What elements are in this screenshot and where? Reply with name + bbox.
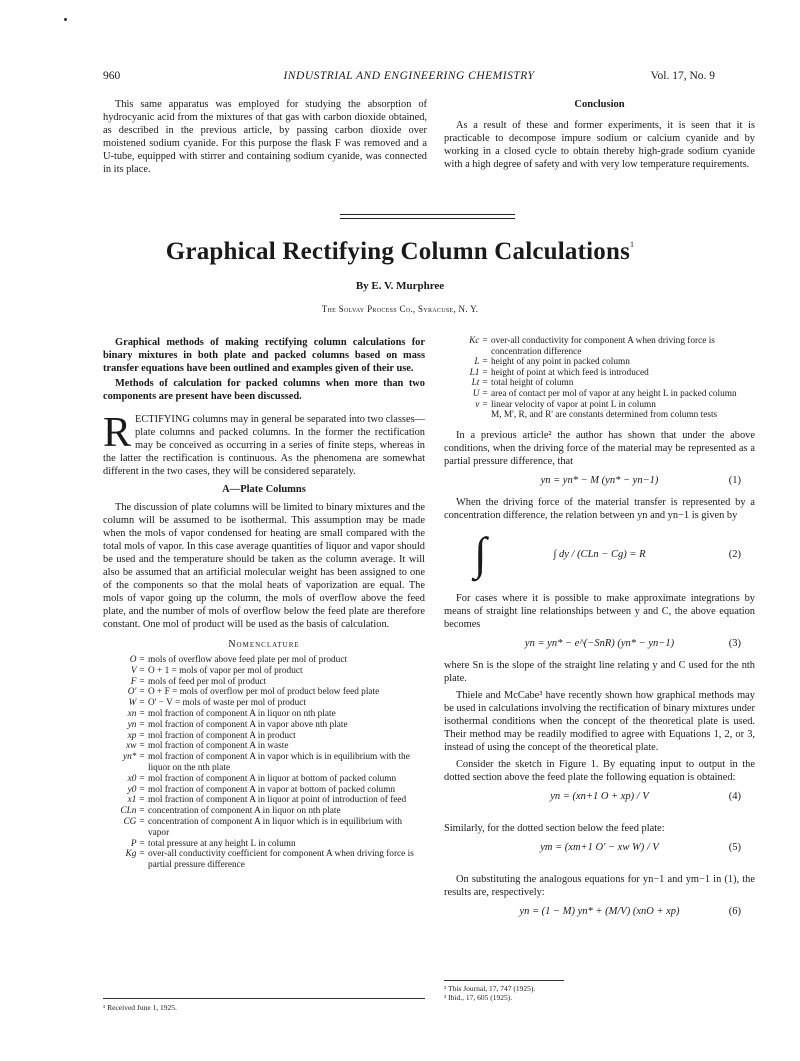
nomenclature-definition: over-all conductivity coefficient for component A when driving force is partial pressure difference xyxy=(148,849,414,871)
footnote-rule xyxy=(444,980,564,981)
nomenclature-definition: mol fraction of component A in product xyxy=(148,730,296,741)
nomenclature-row xyxy=(103,817,425,839)
symbol-def-symbol: U = xyxy=(472,388,488,399)
nomenclature-list xyxy=(103,655,425,871)
equation-4-number: (4) xyxy=(728,790,741,802)
nomenclature-row xyxy=(103,785,425,796)
symbol-def-definition: M, M', R, and R' are constants determined from column tests xyxy=(491,410,718,421)
plate-columns-paragraph: The discussion of plate columns will be limited to binary mixtures and the column will be assumed to be isothermal. This assumption may be made when the mols of vapor condensed for heating are small compared with the total mols of vapor. In this case average quantities of liquor and vapor should be used and the temperature should be taken as the column average. It will also be assumed that an artificial molecular weight has been assigned to one of the components so that the molal heats of vaporization are equal. The mols of vapor going up the column, the mols of overflow above the feed plate, and the number of mols of overflow below the feed plate are therefore constant. One mol of product will be used as the basis of calculation. xyxy=(103,502,425,630)
nomenclature-definition: mol fraction of component A in waste xyxy=(148,741,289,752)
right-text xyxy=(444,429,755,931)
nomenclature-symbol: W = xyxy=(128,698,145,709)
conclusion-heading: Conclusion xyxy=(574,99,625,110)
symbol-def-definition: over-all conductivity for component A when driving force is concentration difference xyxy=(491,336,715,357)
nomenclature-definition: mol fraction of component A in liquor at bottom of packed column xyxy=(148,773,397,784)
nomenclature-definition: mol fraction of component A in vapor which is in equilibrium with the liquor on the nth plate xyxy=(148,752,410,773)
scan-speck xyxy=(64,18,67,21)
nomenclature-definition: mol fraction of component A in vapor at bottom of packed column xyxy=(148,784,396,795)
right-p8: On substituting the analogous equations for yn−1 and ym−1 in (1), the results are, respectively: xyxy=(444,873,755,898)
nomenclature-symbol: xn = xyxy=(127,708,145,719)
right-p2: When the driving force of the material transfer is represented by a concentration difference, the relation between yn and yn−1 is given by xyxy=(444,496,755,521)
equation-5-number: (5) xyxy=(728,841,741,853)
nomenclature-row xyxy=(103,752,425,774)
section-heading-plate-columns: A—Plate Columns xyxy=(222,484,306,495)
nomenclature-symbol: O' = xyxy=(127,687,145,698)
equation-3 xyxy=(444,637,755,653)
title-footnote-mark: 1 xyxy=(630,240,635,249)
nomenclature-definition: mol fraction of component A in liquor at point of introduction of feed xyxy=(148,795,407,806)
footnote-3: ³ Ibid., 17, 605 (1925). xyxy=(444,993,513,1002)
volume-issue: Vol. 17, No. 9 xyxy=(650,70,715,82)
nomenclature-row xyxy=(103,849,425,871)
equation-2-text: ∫ dy / (CLn − Cg) = R xyxy=(553,548,646,560)
symbol-def-symbol: Lt = xyxy=(471,378,488,389)
symbol-def-row xyxy=(444,389,755,400)
journal-name: INDUSTRIAL AND ENGINEERING CHEMISTRY xyxy=(283,70,535,82)
nomenclature-row xyxy=(103,839,425,850)
nomenclature-symbol: Kg = xyxy=(125,849,145,860)
right-p6: Consider the sketch in Figure 1. By equating input to output in the dotted section above the feed plate the following equation is obtained: xyxy=(444,758,755,783)
equation-6 xyxy=(444,905,755,931)
abstract-p2: Methods of calculation for packed columns when more than two components are present have been discussed. xyxy=(103,378,425,402)
abstract xyxy=(103,336,425,403)
nomenclature-row xyxy=(103,655,425,666)
symbol-def-row xyxy=(444,400,755,411)
running-header xyxy=(103,70,715,86)
nomenclature-symbol: yn = xyxy=(127,719,145,730)
symbol-def-definition: area of contact per mol of vapor at any height L in packed column xyxy=(491,388,737,399)
nomenclature-definition: O + 1 = mols of vapor per mol of product xyxy=(148,665,303,676)
right-p7: Similarly, for the dotted section below the feed plate: xyxy=(444,822,665,834)
integral-sign: ∫ xyxy=(474,527,487,579)
plate-columns-text xyxy=(103,501,425,631)
nomenclature-definition: mol fraction of component A in vapor above nth plate xyxy=(148,719,348,730)
drop-cap: R xyxy=(103,410,132,456)
nomenclature-row xyxy=(103,806,425,817)
nomenclature-row xyxy=(103,731,425,742)
nomenclature-symbol: yn* = xyxy=(122,752,145,763)
nomenclature-definition: concentration of component A in liquor which is in equilibrium with vapor xyxy=(148,816,403,838)
equation-6-number: (6) xyxy=(728,905,741,917)
page-number: 960 xyxy=(103,70,121,82)
author-byline: By E. V. Murphree xyxy=(355,280,445,292)
nomenclature-definition: mol fraction of component A in liquor on nth plate xyxy=(148,708,336,719)
nomenclature-row xyxy=(103,698,425,709)
symbol-def-row xyxy=(444,357,755,368)
nomenclature-heading: Nomenclature xyxy=(228,639,300,650)
equation-1 xyxy=(444,474,755,490)
article-title xyxy=(0,238,800,266)
nomenclature-definition: mols of feed per mol of product xyxy=(148,676,267,687)
right-p5: Thiele and McCabe³ have recently shown how graphical methods may be used in calculations involving the rectification of binary mixtures under isothermal conditions when the concept of the theoretical plate is used. Their method may be readily modified to agree with Equations 1, 2, or 3, instead of using the concept of the theoretical plate. xyxy=(444,689,755,753)
footnotes-right xyxy=(444,980,755,1002)
nomenclature-symbol: x1 = xyxy=(127,795,145,806)
nomenclature-symbol: CG = xyxy=(123,816,145,827)
symbol-def-definition: height of point at which feed is introduced xyxy=(491,367,649,378)
right-column xyxy=(444,336,755,937)
symbol-def-symbol xyxy=(444,410,491,421)
footnote-2: ² This Journal, 17, 747 (1925). xyxy=(444,984,536,993)
symbol-def-definition: total height of column xyxy=(491,378,574,389)
nomenclature-symbol: O = xyxy=(129,655,145,665)
symbol-def-row xyxy=(444,410,755,421)
nomenclature-row xyxy=(103,666,425,677)
nomenclature-row xyxy=(103,677,425,688)
left-column xyxy=(103,336,425,871)
intro-text: ECTIFYING columns may in general be separated into two classes—plate columns and packed columns. In the former the rectification may be conceived as occurring in a series of finite steps, whereas in the latter the rectification is continuous. As the phenomena are somewhat different in the two cases, they will be considered separately. xyxy=(103,414,426,477)
symbol-def-symbol: L = xyxy=(474,357,488,368)
article-title-text: Graphical Rectifying Column Calculations xyxy=(165,238,631,265)
equation-1-text: yn = yn* − M (yn* − yn−1) xyxy=(540,474,659,486)
symbol-def-symbol: v = xyxy=(475,399,488,410)
nomenclature-row xyxy=(103,709,425,720)
equation-4-text: yn = (xn+1 O + xp) / V xyxy=(550,790,649,802)
apparatus-paragraph: This same apparatus was employed for studying the absorption of hydrocyanic acid from the mixtures of that gas with carbon dioxide obtained, as described in the previous article, by passing carbon dioxide over moistened sodium cyanide. For this purpose the flask F was removed and a U-tube, equipped with stirrer and containing sodium cyanide, was connected in its place. xyxy=(103,99,427,175)
conclusion-section xyxy=(444,98,755,175)
equation-3-text: yn = yn* − e^(−SnR) (yn* − yn−1) xyxy=(524,637,675,649)
affiliation: The Solvay Process Co., Syracuse, N. Y. xyxy=(321,304,479,314)
nomenclature-definition: O + F = mols of overflow per mol of product below feed plate xyxy=(148,687,380,698)
nomenclature-symbol: F = xyxy=(130,676,145,687)
separator-rule-bottom xyxy=(340,218,515,219)
symbol-def-row xyxy=(444,336,755,357)
nomenclature-row xyxy=(103,720,425,731)
symbol-def-definition: linear velocity of vapor at point L in column xyxy=(491,399,656,410)
equation-3-number: (3) xyxy=(728,637,741,649)
symbol-def-row xyxy=(444,368,755,379)
symbol-definitions xyxy=(444,336,755,421)
conclusion-text: As a result of these and former experiments, it is seen that it is practicable to decompose impure sodium or calcium cyanide and by working in a closed cycle to obtain thereby high-grade sodium cyanide with a high degree of safety and with very low temperature requirements. xyxy=(444,120,755,170)
equation-6-text: yn = (1 − M) yn* + (M/V) (xnO + xp) xyxy=(519,905,680,917)
top-left-column xyxy=(103,98,427,180)
nomenclature-definition: O' − V = mols of waste per mol of product xyxy=(148,698,306,709)
nomenclature-symbol: xp = xyxy=(127,730,145,741)
nomenclature-definition: total pressure at any height L in column xyxy=(148,838,296,849)
nomenclature-symbol: xw = xyxy=(126,741,145,752)
nomenclature-row xyxy=(103,795,425,806)
footnote-1: ¹ Received June 1, 1925. xyxy=(103,1003,177,1012)
abstract-p1: Graphical methods of making rectifying column calculations for binary mixtures in both plate and packed columns based on mass transfer equations have been outlined and examples given of their use. xyxy=(103,337,425,374)
equation-2 xyxy=(444,528,755,586)
equation-4 xyxy=(444,790,755,816)
nomenclature-row xyxy=(103,687,425,698)
equation-1-number: (1) xyxy=(728,474,741,486)
nomenclature-row xyxy=(103,774,425,785)
nomenclature-symbol: x0 = xyxy=(127,773,145,784)
symbol-def-symbol: Kc = xyxy=(469,336,488,346)
symbol-def-symbol: L1 = xyxy=(469,367,488,378)
nomenclature-symbol: y0 = xyxy=(127,784,145,795)
equation-5-text: ym = (xm+1 O' − xw W) / V xyxy=(540,841,659,853)
equation-5 xyxy=(444,841,755,867)
symbol-def-row xyxy=(444,378,755,389)
nomenclature-symbol: V = xyxy=(130,665,145,676)
nomenclature-symbol: CLn = xyxy=(120,806,145,817)
equation-2-number: (2) xyxy=(728,548,741,560)
right-p1: In a previous article² the author has shown that under the above conditions, when the driving force of the material may be represented as a partial pressure difference, that xyxy=(444,429,755,467)
right-p3: For cases where it is possible to make approximate integrations by means of straight line relationships between y and C, the above equation becomes xyxy=(444,592,755,630)
nomenclature-row xyxy=(103,741,425,752)
separator-rule-top xyxy=(340,214,515,215)
symbol-def-definition: height of any point in packed column xyxy=(491,357,630,368)
right-p4: where Sn is the slope of the straight line relating y and C used for the nth plate. xyxy=(444,659,755,684)
nomenclature-definition: mols of overflow above feed plate per mol of product xyxy=(148,655,348,665)
footnote-left xyxy=(103,998,425,1012)
nomenclature-symbol: P = xyxy=(130,838,145,849)
nomenclature-definition: concentration of component A in liquor on nth plate xyxy=(148,806,341,817)
intro xyxy=(103,410,426,478)
